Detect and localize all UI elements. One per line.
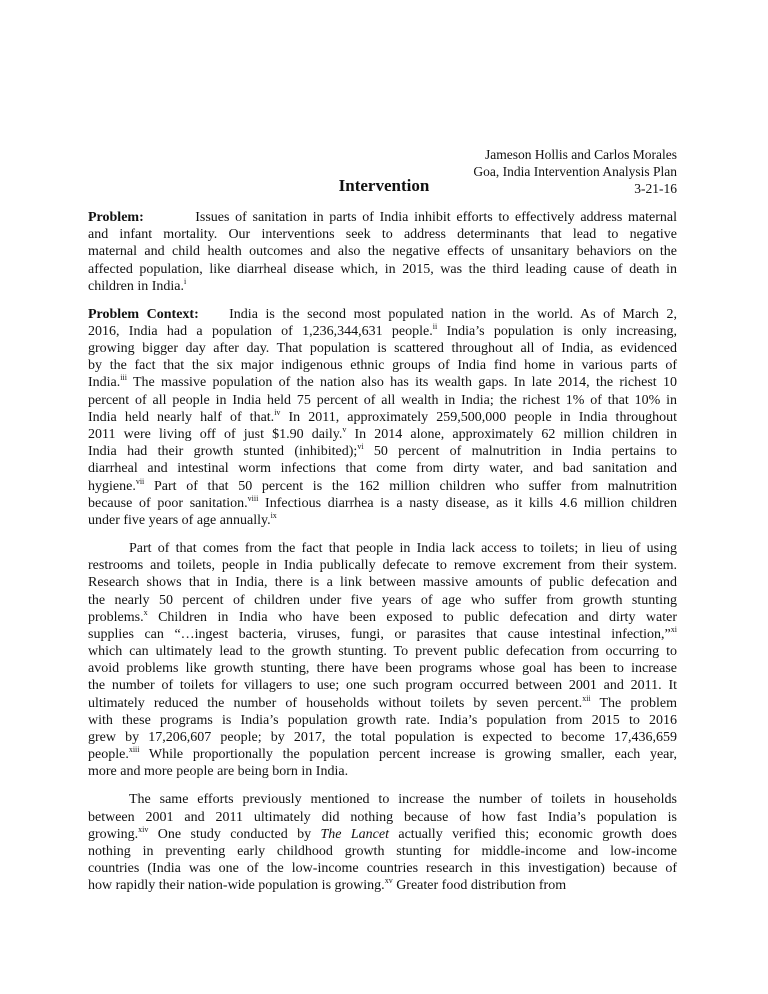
text-line (88, 809, 677, 826)
text-line (88, 540, 677, 557)
text-span: how rapidly their nation-wide population is growing. (88, 878, 385, 894)
text-span: Infectious diarrhea is a nasty disease, as it kills 4.6 million children (258, 495, 677, 511)
text-line (88, 443, 677, 460)
text-span: One study conducted by (148, 826, 321, 842)
text-span: hygiene. (88, 478, 136, 494)
text-span: restrooms and toilets, people in India publically defecate to remove excrement from their system. (88, 558, 677, 574)
text-line (88, 877, 677, 894)
text-line (88, 460, 677, 477)
section-label: Problem Context: (88, 306, 199, 322)
text-span: the number of toilets for villagers to use; one such program occurred between 2001 and 2011. It (88, 678, 677, 694)
footnote-ref: xiv (138, 824, 149, 834)
text-line (88, 340, 677, 357)
footnote-ref: xiii (128, 745, 140, 755)
text-span: children in India. (88, 278, 185, 294)
date: 3-21-16 (634, 181, 677, 196)
text-line (88, 409, 677, 426)
text-span: 50 percent of malnutrition in India pertains to (363, 444, 677, 460)
text-line (88, 557, 677, 574)
page-title: Intervention (338, 176, 430, 195)
text-span: actually verified this; economic growth does (389, 826, 677, 842)
text-line (88, 677, 677, 694)
paragraph (88, 306, 677, 529)
text-span: countries (India was one of the low-income countries research in this investigation) because of (88, 861, 677, 877)
text-line (88, 261, 677, 278)
document-body (88, 209, 677, 905)
footnote-ref: ii (432, 321, 438, 331)
footnote-ref: vi (357, 442, 364, 452)
footnote-ref: vii (135, 476, 145, 486)
text-line (88, 791, 677, 808)
text-span: The same efforts previously mentioned to increase the number of toilets in households (129, 792, 677, 808)
text-line (88, 763, 677, 780)
text-span: 2011 were living off of just $1.90 daily. (88, 427, 343, 443)
paragraph (88, 209, 677, 295)
text-line (88, 695, 677, 712)
text-span: because of poor sanitation. (88, 495, 248, 511)
text-span: affected population, like diarrheal disease which, in 2015, was the third leading cause of death in (88, 261, 677, 277)
text-span: India. (88, 375, 121, 391)
text-line (88, 495, 677, 512)
text-line (88, 574, 677, 591)
text-line (88, 643, 677, 660)
text-span: India had their growth stunted (inhibited); (88, 444, 358, 460)
text-span: grew by 17,206,607 people; by 2017, the total population is expected to become 17,436,659 (88, 730, 677, 746)
text-span: which can ultimately lead to the growth stunting. To prevent public defecation from occurring to (88, 644, 677, 660)
text-line (88, 306, 677, 323)
text-span: India held nearly half of that. (88, 409, 275, 425)
text-line (88, 660, 677, 677)
text-span: The Lancet (320, 826, 389, 842)
text-span: the nearly 50 percent of children under five years of age who suffer from growth stunting (88, 592, 677, 608)
authors: Jameson Hollis and Carlos Morales (485, 147, 677, 162)
text-span: Issues of sanitation in parts of India inhibit efforts to effectively address maternal (143, 210, 677, 225)
text-span: growing. (88, 826, 139, 842)
footnote-ref: xii (582, 693, 591, 703)
text-line (88, 374, 677, 391)
text-span: The massive population of the nation also has its wealth gaps. In late 2014, the richest 10 (126, 375, 677, 391)
text-line (88, 609, 677, 626)
text-span: avoid problems like growth stunting, there have been programs whose goal has been to increase (88, 661, 677, 677)
text-span: In 2014 alone, approximately 62 million children in (346, 427, 677, 443)
text-line (88, 512, 677, 529)
footnote-ref: x (143, 607, 148, 617)
text-line (88, 746, 677, 763)
footnote-ref: xv (384, 876, 393, 886)
text-span: percent of all people in India held 75 percent of all wealth in India; the richest 1% of that 10% in (88, 392, 677, 408)
footnote-ref: i (184, 276, 187, 286)
plan-title: Goa, India Intervention Analysis Plan (473, 164, 677, 179)
text-span: Part of that 50 percent is the 162 million children who suffer from malnutrition (144, 478, 677, 494)
footnote-ref: viii (247, 493, 259, 503)
text-line (88, 278, 677, 295)
text-span: problems. (88, 609, 144, 625)
text-span: Research shows that in India, there is a link between massive amounts of public defecation and (88, 575, 677, 591)
text-line (88, 860, 677, 877)
text-line (88, 712, 677, 729)
text-line (88, 592, 677, 609)
text-span: between 2001 and 2011 ultimately did nothing because of how fast India’s population is (88, 809, 677, 825)
text-span: The problem (590, 695, 678, 711)
text-line (88, 392, 677, 409)
text-span: Part of that comes from the fact that people in India lack access to toilets; in lieu of using (129, 540, 677, 556)
text-span: growing bigger day after day. That population is scattered throughout all of India, as evidenced (88, 341, 677, 357)
paragraph (88, 791, 677, 894)
footnote-ref: iii (120, 373, 127, 383)
text-span: with these programs is India’s population growth rate. India’s population from 2015 to 2016 (88, 712, 677, 728)
text-line (88, 843, 677, 860)
footnote-ref: ix (270, 510, 277, 520)
text-span: India’s population is only increasing, (437, 323, 677, 339)
footnote-ref: v (342, 425, 347, 435)
text-span: people. (88, 747, 129, 763)
text-span: Greater food distribution from (392, 878, 567, 894)
paragraph (88, 540, 677, 781)
text-span: under five years of age annually. (88, 512, 271, 528)
footnote-ref: iv (274, 407, 281, 417)
text-span: Children in India who have been exposed to public defecation and dirty water (147, 609, 677, 625)
text-line (88, 209, 677, 226)
text-line (88, 478, 677, 495)
text-line (88, 626, 677, 643)
text-span: more and more people are being born in India. (88, 764, 349, 780)
text-span: nothing in preventing early childhood growth stunting for middle-income and low-income (88, 843, 677, 859)
text-span: 2016, India had a population of 1,236,344,631 people. (88, 323, 433, 339)
text-span: diarrheal and intestinal worm infections that come from dirty water, and bad sanitation and (88, 461, 677, 477)
text-span: maternal and child health outcomes and also the negative effects of unsanitary behaviors on the (88, 244, 677, 260)
text-span: While proportionally the population percent increase is growing smaller, each year, (139, 747, 677, 763)
text-span: by the fact that the six major indigenous ethnic groups of India find home in various parts of (88, 358, 677, 374)
text-line (88, 729, 677, 746)
section-label: Problem: (88, 210, 144, 225)
text-line (88, 323, 677, 340)
footnote-ref: xi (670, 624, 677, 634)
text-span: and infant mortality. Our interventions seek to address determinants that lead to negative (88, 227, 677, 243)
text-span: India is the second most populated nation in the world. As of March 2, (198, 306, 677, 322)
text-line (88, 226, 677, 243)
text-line (88, 826, 677, 843)
text-line (88, 426, 677, 443)
text-span: In 2011, approximately 259,500,000 people in India throughout (280, 409, 677, 425)
text-span: ultimately reduced the number of households without toilets by seven percent. (88, 695, 583, 711)
text-span: supplies can “…ingest bacteria, viruses, fungi, or parasites that cause intestinal infection,” (88, 626, 671, 642)
text-line (88, 243, 677, 260)
text-line (88, 357, 677, 374)
